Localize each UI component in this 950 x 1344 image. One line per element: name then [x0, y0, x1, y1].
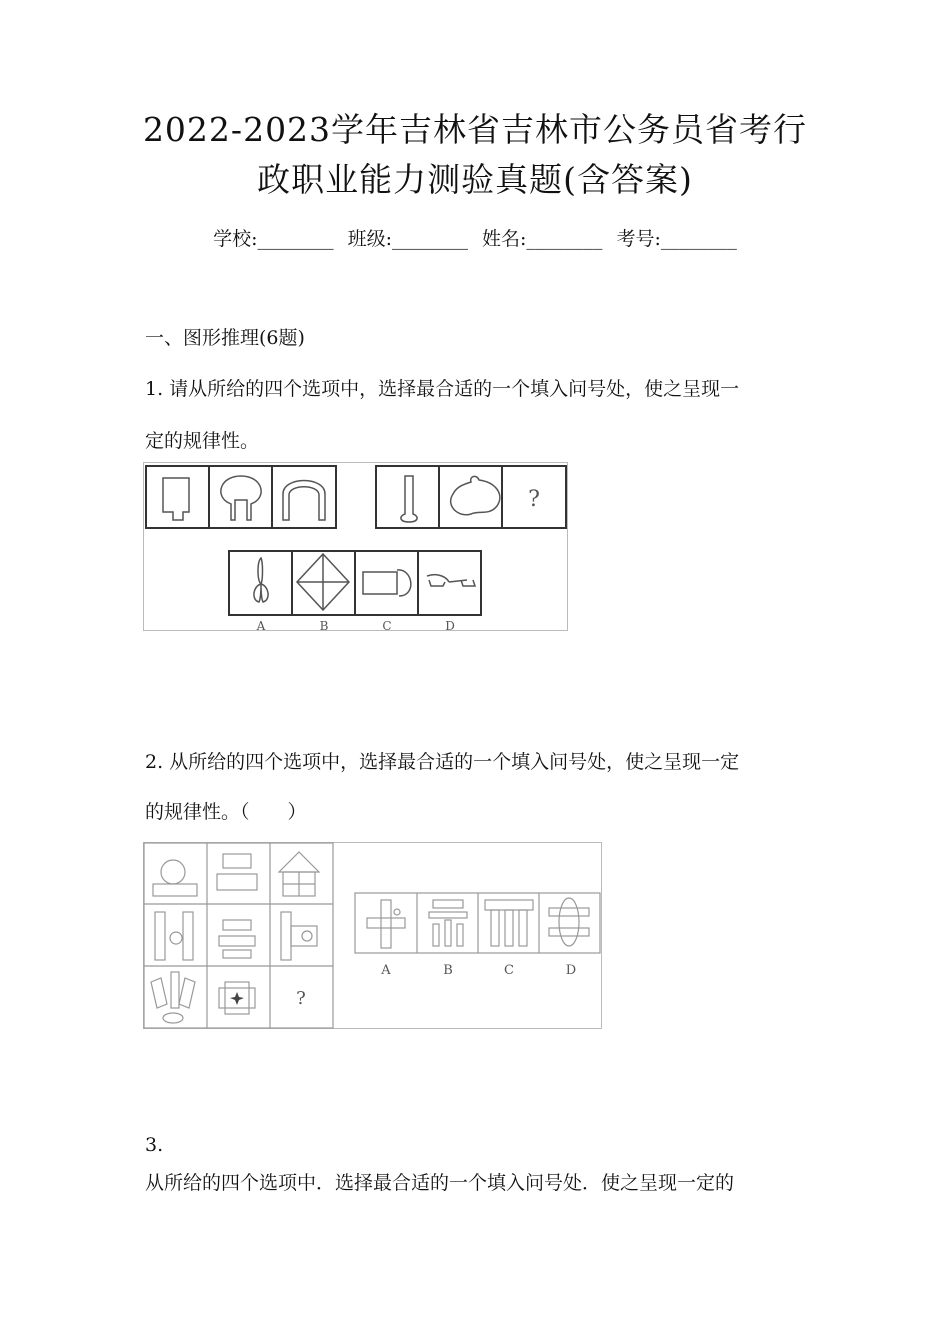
question-3-number: 3. — [145, 1134, 164, 1156]
question-1-question-mark: ? — [528, 487, 540, 512]
exam-number-field: 考号:________ — [616, 228, 737, 250]
document-title-line-1: 2022-2023学年吉林省吉林市公务员省考行 — [142, 110, 808, 149]
question-2-question-mark: ? — [296, 988, 306, 1009]
question-2-option-b: B — [443, 963, 453, 978]
question-2-option-a: A — [381, 963, 391, 978]
question-1-text-line-1: 1. 请从所给的四个选项中，选择最合适的一个填入问号处，使之呈现一 — [145, 378, 740, 400]
question-1-option-d: D — [445, 619, 455, 632]
question-1-option-c: C — [382, 619, 392, 632]
question-1-figure — [143, 462, 569, 632]
question-3-text-line-1: 从所给的四个选项中．选择最合适的一个填入问号处．使之呈现一定的 — [145, 1172, 735, 1194]
name-field: 姓名:________ — [482, 228, 603, 250]
document-title-line-2: 政职业能力测验真题(含答案) — [257, 160, 693, 199]
class-field: 班级:________ — [347, 228, 468, 250]
question-2-option-d: D — [565, 963, 577, 978]
question-2-option-c: C — [504, 963, 514, 978]
section-heading: 一、图形推理(6题) — [145, 327, 305, 349]
question-1-text-line-2: 定的规律性。 — [145, 430, 260, 452]
question-2-text-line-2: 的规律性。（ ） — [145, 801, 307, 823]
question-1-option-a: A — [256, 619, 266, 632]
school-field: 学校:________ — [213, 228, 334, 250]
question-2-figure — [143, 842, 603, 1030]
question-2-text-line-1: 2. 从所给的四个选项中，选择最合适的一个填入问号处，使之呈现一定 — [145, 751, 740, 773]
question-1-option-b: B — [319, 619, 329, 632]
student-info-line — [0, 224, 950, 251]
